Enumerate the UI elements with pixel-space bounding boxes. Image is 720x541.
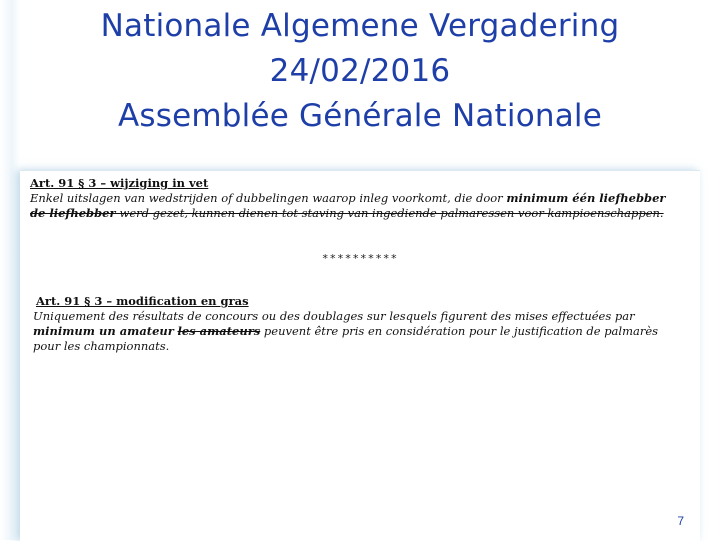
title-line-1: Nationale Algemene Vergadering [100, 8, 620, 44]
french-text-line-1: Uniquement des résultats de concours ou des doublages sur lesquels figurent des mises effectuées par [33, 309, 635, 323]
title-line-2: 24/02/2016 [269, 53, 451, 89]
dutch-bold-phrase: minimum één liefhebber [506, 191, 666, 205]
dutch-struck-text: de liefhebber [30, 206, 120, 220]
dutch-article [30, 176, 690, 221]
french-article [33, 294, 693, 354]
dutch-article-text [30, 191, 690, 221]
content-panel [20, 170, 700, 541]
french-text-last: pour les championnats. [33, 339, 170, 353]
french-article-heading: Art. 91 § 3 – modification en gras [36, 294, 249, 308]
separator-stars: ********** [321, 252, 399, 265]
dutch-struck-rest: werd gezet, kunnen dienen tot staving van ingediende palmaressen voor kampioenschappen. [119, 206, 664, 220]
french-text-after: peuvent être pris en considération pour le justification de palmarès [260, 324, 659, 338]
french-bold-phrase: minimum un amateur [33, 324, 174, 338]
dutch-article-heading: Art. 91 § 3 – wijziging in vet [30, 176, 209, 190]
dutch-text-start: Enkel uitslagen van wedstrijden of dubbelingen waarop inleg voorkomt, die door [30, 191, 507, 205]
page-number: 7 [677, 514, 684, 528]
slide-title [0, 4, 720, 139]
french-struck-text: les amateurs [177, 324, 261, 338]
title-line-3: Assemblée Générale Nationale [117, 98, 602, 134]
french-article-text [33, 309, 693, 354]
